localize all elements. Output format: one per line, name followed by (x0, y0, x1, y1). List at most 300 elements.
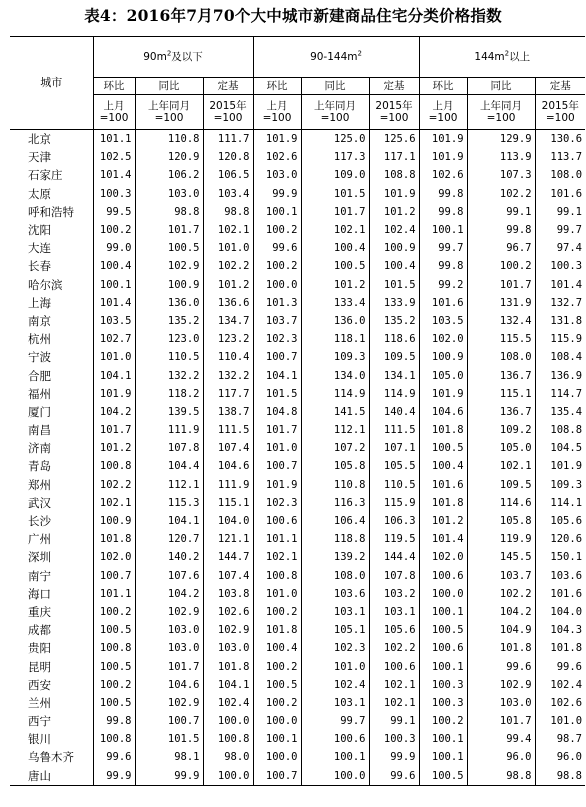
index-value: 102.9 (203, 621, 253, 639)
index-value: 101.1 (93, 585, 135, 603)
index-value: 100.8 (203, 730, 253, 748)
index-value: 100.2 (419, 712, 467, 730)
index-value: 140.4 (369, 403, 419, 421)
base-header-line: =100 (486, 112, 516, 124)
index-value: 100.8 (93, 457, 135, 475)
index-value: 100.3 (419, 676, 467, 694)
index-value: 101.8 (419, 494, 467, 512)
index-value: 133.9 (369, 294, 419, 312)
table-title: 表4：2016年7月70个大中城市新建商品住宅分类价格指数 (84, 6, 502, 25)
table-row (10, 657, 585, 675)
index-value: 123.0 (135, 330, 203, 348)
index-value: 99.8 (93, 712, 135, 730)
index-value: 104.1 (253, 366, 301, 384)
index-value: 99.6 (369, 767, 419, 786)
city-column-header: 城市 (10, 37, 93, 130)
city-name: 福州 (10, 385, 93, 403)
sub-header: 环比 (93, 78, 135, 95)
city-name: 大连 (10, 239, 93, 257)
index-value: 101.9 (253, 130, 301, 149)
index-value: 108.0 (550, 169, 583, 182)
index-value: 129.9 (467, 130, 535, 149)
city-name: 青岛 (10, 457, 93, 475)
index-value: 101.9 (369, 185, 419, 203)
index-value: 144.4 (369, 548, 419, 566)
index-value: 100.9 (419, 348, 467, 366)
index-value: 139.2 (301, 548, 369, 566)
table-row (10, 694, 585, 712)
index-value: 96.0 (467, 748, 535, 766)
index-value: 101.8 (203, 657, 253, 675)
table-row (10, 294, 585, 312)
index-value: 125.6 (369, 130, 419, 149)
city-name: 广州 (10, 530, 93, 548)
index-value: 104.1 (203, 676, 253, 694)
index-value: 134.1 (369, 366, 419, 384)
index-value: 110.4 (203, 348, 253, 366)
city-name: 唐山 (10, 767, 93, 786)
city-name: 贵阳 (10, 639, 93, 657)
index-value: 102.6 (203, 603, 253, 621)
index-value: 100.4 (301, 239, 369, 257)
index-value: 101.8 (93, 530, 135, 548)
index-value: 103.6 (550, 569, 583, 582)
index-value: 103.1 (301, 694, 369, 712)
index-value: 100.0 (203, 712, 253, 730)
index-value: 100.1 (93, 276, 135, 294)
index-value: 100.5 (135, 239, 203, 257)
index-value: 135.4 (550, 405, 583, 418)
index-value: 100.8 (93, 730, 135, 748)
table-row (10, 512, 585, 530)
index-value: 101.0 (301, 657, 369, 675)
index-value: 134.0 (301, 366, 369, 384)
index-value: 105.5 (369, 457, 419, 475)
sub-header: 同比 (135, 78, 203, 95)
index-value: 104.2 (135, 585, 203, 603)
index-value: 118.6 (369, 330, 419, 348)
index-value: 102.2 (467, 185, 535, 203)
index-value: 115.5 (467, 330, 535, 348)
index-value: 114.9 (369, 385, 419, 403)
index-value: 100.2 (253, 694, 301, 712)
index-value: 102.3 (253, 494, 301, 512)
table-row (10, 312, 585, 330)
city-name: 沈阳 (10, 221, 93, 239)
index-value: 119.5 (369, 530, 419, 548)
index-value: 114.1 (550, 496, 583, 509)
index-value: 103.5 (419, 312, 467, 330)
index-value: 103.0 (467, 694, 535, 712)
index-value: 109.3 (301, 348, 369, 366)
index-value: 107.8 (135, 439, 203, 457)
base-header (467, 95, 535, 130)
table-row (10, 421, 585, 439)
index-value: 115.3 (135, 494, 203, 512)
index-value: 101.7 (135, 221, 203, 239)
index-value: 104.2 (93, 403, 135, 421)
index-value: 99.4 (467, 730, 535, 748)
index-value: 109.0 (301, 166, 369, 184)
index-value: 101.6 (419, 294, 467, 312)
city-name: 海口 (10, 585, 93, 603)
index-value: 114.9 (301, 385, 369, 403)
index-value: 101.1 (93, 130, 135, 149)
index-value: 107.4 (203, 567, 253, 585)
index-value: 100.5 (253, 676, 301, 694)
index-value: 100.5 (93, 621, 135, 639)
index-value: 109.2 (467, 421, 535, 439)
index-value: 108.4 (550, 351, 583, 364)
index-value: 133.4 (301, 294, 369, 312)
index-value: 100.6 (369, 657, 419, 675)
index-value: 100.6 (419, 567, 467, 585)
index-value: 100.1 (419, 748, 467, 766)
base-header-line: =100 (545, 112, 575, 124)
index-value: 99.9 (369, 748, 419, 766)
index-value: 100.0 (301, 767, 369, 786)
index-value: 99.6 (93, 748, 135, 766)
index-value: 111.5 (203, 421, 253, 439)
index-value: 102.0 (419, 548, 467, 566)
index-value: 98.0 (203, 748, 253, 766)
city-name: 深圳 (10, 548, 93, 566)
city-name: 济南 (10, 439, 93, 457)
base-header-line: =100 (213, 112, 243, 124)
index-value: 100.1 (253, 203, 301, 221)
index-value: 132.4 (467, 312, 535, 330)
index-value: 101.2 (93, 439, 135, 457)
index-value: 115.1 (203, 494, 253, 512)
index-value: 104.4 (135, 457, 203, 475)
index-value: 117.7 (203, 385, 253, 403)
index-value: 102.1 (253, 548, 301, 566)
table-row (10, 548, 585, 566)
index-value: 101.4 (419, 530, 467, 548)
index-value: 101.0 (253, 585, 301, 603)
index-value: 102.2 (93, 476, 135, 494)
city-name: 天津 (10, 148, 93, 166)
table-row (10, 585, 585, 603)
index-value: 100.1 (301, 748, 369, 766)
index-value: 105.0 (467, 439, 535, 457)
index-value: 101.1 (253, 530, 301, 548)
index-value: 115.9 (369, 494, 419, 512)
index-value: 98.8 (535, 767, 585, 786)
index-value: 101.2 (369, 203, 419, 221)
city-name: 杭州 (10, 330, 93, 348)
index-value: 116.3 (301, 494, 369, 512)
index-value: 99.5 (93, 203, 135, 221)
index-value: 101.9 (419, 130, 467, 149)
index-value: 130.6 (550, 133, 583, 146)
city-name: 石家庄 (10, 166, 93, 184)
table-row (10, 403, 585, 421)
index-value: 100.2 (253, 603, 301, 621)
index-value: 103.0 (135, 185, 203, 203)
index-value: 100.5 (419, 439, 467, 457)
index-value: 103.0 (135, 639, 203, 657)
index-value: 100.5 (419, 767, 467, 786)
table-row (10, 166, 585, 184)
index-value: 102.1 (93, 494, 135, 512)
index-value: 104.5 (550, 442, 583, 455)
index-value: 102.1 (301, 221, 369, 239)
index-value: 99.9 (93, 767, 135, 786)
base-header-line: 2015年 (541, 100, 579, 112)
index-value: 100.6 (301, 730, 369, 748)
index-value: 103.5 (93, 312, 135, 330)
index-value: 110.8 (301, 476, 369, 494)
index-value: 104.1 (135, 512, 203, 530)
index-value: 100.3 (550, 260, 583, 273)
index-value: 100.1 (419, 730, 467, 748)
index-value: 102.3 (301, 639, 369, 657)
index-value: 100.4 (93, 257, 135, 275)
index-value: 104.6 (203, 457, 253, 475)
index-value: 107.8 (369, 567, 419, 585)
city-name: 长沙 (10, 512, 93, 530)
index-value: 105.8 (301, 457, 369, 475)
city-name: 成都 (10, 621, 93, 639)
city-name: 兰州 (10, 694, 93, 712)
index-value: 100.0 (253, 712, 301, 730)
index-value: 109.5 (467, 476, 535, 494)
index-value: 99.6 (556, 660, 583, 673)
index-value: 101.9 (253, 476, 301, 494)
index-value: 100.8 (93, 639, 135, 657)
index-value: 114.7 (550, 387, 583, 400)
index-value: 104.2 (467, 603, 535, 621)
base-header (253, 95, 301, 130)
city-name: 南昌 (10, 421, 93, 439)
index-value: 99.1 (369, 712, 419, 730)
index-value: 101.0 (93, 348, 135, 366)
index-value: 120.8 (203, 148, 253, 166)
index-value: 101.9 (550, 460, 583, 473)
index-value: 99.7 (419, 239, 467, 257)
index-value: 100.1 (419, 603, 467, 621)
city-name: 银川 (10, 730, 93, 748)
city-name: 上海 (10, 294, 93, 312)
index-value: 104.8 (253, 403, 301, 421)
index-value: 135.2 (135, 312, 203, 330)
index-value: 136.9 (550, 369, 583, 382)
index-value: 104.6 (135, 676, 203, 694)
index-value: 108.8 (369, 166, 419, 184)
index-value: 100.5 (301, 257, 369, 275)
table-row (10, 567, 585, 585)
index-value: 100.9 (135, 276, 203, 294)
index-value: 101.7 (253, 421, 301, 439)
table-row (10, 148, 585, 166)
index-value: 99.6 (253, 239, 301, 257)
city-name: 哈尔滨 (10, 276, 93, 294)
city-name: 南宁 (10, 567, 93, 585)
table-row (10, 767, 585, 786)
index-value: 100.5 (93, 657, 135, 675)
index-value: 102.9 (135, 257, 203, 275)
index-value: 101.6 (550, 587, 583, 600)
index-value: 136.7 (467, 403, 535, 421)
index-value: 99.8 (467, 221, 535, 239)
index-value: 106.5 (203, 166, 253, 184)
sub-header: 同比 (301, 78, 369, 95)
index-value: 101.0 (550, 715, 583, 728)
index-value: 100.1 (419, 657, 467, 675)
table-row (10, 239, 585, 257)
index-value: 102.1 (369, 694, 419, 712)
city-name: 郑州 (10, 476, 93, 494)
index-value: 101.2 (301, 276, 369, 294)
sub-header: 环比 (253, 78, 301, 95)
index-value: 99.9 (253, 185, 301, 203)
index-value: 101.5 (369, 276, 419, 294)
index-value: 114.6 (467, 494, 535, 512)
index-value: 102.4 (301, 676, 369, 694)
index-value: 99.2 (419, 276, 467, 294)
index-value: 102.3 (253, 330, 301, 348)
index-value: 110.5 (369, 476, 419, 494)
table-row (10, 639, 585, 657)
base-header-line: =100 (262, 112, 292, 124)
index-value: 101.5 (135, 730, 203, 748)
index-value: 105.0 (419, 366, 467, 384)
index-value: 105.6 (369, 621, 419, 639)
index-value: 132.2 (203, 366, 253, 384)
index-value: 100.9 (369, 239, 419, 257)
index-value: 115.1 (467, 385, 535, 403)
index-value: 101.8 (419, 421, 467, 439)
index-value: 112.1 (301, 421, 369, 439)
table-row (10, 330, 585, 348)
sub-header: 环比 (419, 78, 467, 95)
index-value: 102.6 (419, 166, 467, 184)
base-header-line: 上月 (266, 100, 288, 112)
table-row (10, 748, 585, 766)
index-value: 106.2 (135, 166, 203, 184)
index-value: 100.1 (419, 221, 467, 239)
index-value: 101.0 (203, 239, 253, 257)
index-value: 102.5 (93, 148, 135, 166)
index-value: 101.7 (467, 276, 535, 294)
index-value: 101.8 (550, 642, 583, 655)
index-value: 111.9 (135, 421, 203, 439)
index-value: 99.7 (556, 224, 583, 237)
base-header (301, 95, 369, 130)
base-header (135, 95, 203, 130)
index-value: 100.3 (419, 694, 467, 712)
index-value: 140.2 (135, 548, 203, 566)
index-value: 100.7 (253, 348, 301, 366)
index-value: 107.1 (369, 439, 419, 457)
index-value: 103.0 (203, 639, 253, 657)
base-header-line: =100 (99, 112, 129, 124)
table-row (10, 203, 585, 221)
city-name: 昆明 (10, 657, 93, 675)
index-value: 102.0 (419, 330, 467, 348)
index-value: 132.7 (550, 296, 583, 309)
table-row (10, 185, 585, 203)
index-value: 100.2 (93, 603, 135, 621)
index-value: 101.6 (550, 187, 583, 200)
base-header-line: =100 (428, 112, 458, 124)
index-value: 96.0 (556, 751, 583, 764)
city-name: 合肥 (10, 366, 93, 384)
index-value: 141.5 (301, 403, 369, 421)
index-value: 100.0 (253, 276, 301, 294)
base-header-line: 上年同月 (480, 100, 523, 112)
index-value: 138.7 (203, 403, 253, 421)
index-value: 100.8 (253, 567, 301, 585)
index-value: 101.4 (93, 294, 135, 312)
index-value: 103.6 (301, 585, 369, 603)
index-value: 136.0 (135, 294, 203, 312)
index-value: 101.4 (93, 166, 135, 184)
index-value: 102.4 (550, 678, 583, 691)
index-value: 98.8 (135, 203, 203, 221)
index-value: 132.2 (135, 366, 203, 384)
index-value: 101.6 (419, 476, 467, 494)
city-name: 呼和浩特 (10, 203, 93, 221)
sub-header: 定基 (203, 78, 253, 95)
index-value: 100.0 (253, 748, 301, 766)
index-value: 103.1 (301, 603, 369, 621)
index-value: 110.8 (135, 130, 203, 149)
index-value: 102.0 (93, 548, 135, 566)
sub-header: 定基 (369, 78, 419, 95)
index-value: 108.0 (467, 348, 535, 366)
index-value: 100.4 (369, 257, 419, 275)
index-value: 99.7 (301, 712, 369, 730)
table-row (10, 276, 585, 294)
index-value: 100.3 (369, 730, 419, 748)
index-value: 101.2 (203, 276, 253, 294)
index-value: 100.2 (253, 257, 301, 275)
index-value: 111.9 (203, 476, 253, 494)
index-value: 103.2 (369, 585, 419, 603)
table-row (10, 712, 585, 730)
index-value: 106.4 (301, 512, 369, 530)
index-value: 100.5 (419, 621, 467, 639)
index-value: 106.3 (369, 512, 419, 530)
base-header-line: 2015年 (209, 100, 247, 112)
index-value: 136.6 (203, 294, 253, 312)
table-row (10, 348, 585, 366)
index-value: 123.2 (203, 330, 253, 348)
index-value: 134.7 (203, 312, 253, 330)
base-header-line: =100 (320, 112, 350, 124)
index-value: 102.9 (467, 676, 535, 694)
index-value: 113.7 (550, 151, 583, 164)
index-value: 105.1 (301, 621, 369, 639)
city-name: 南京 (10, 312, 93, 330)
group-header-large: $144m^2$以上 (419, 37, 585, 78)
index-value: 101.5 (301, 185, 369, 203)
index-value: 150.1 (550, 551, 583, 564)
index-value: 113.9 (467, 148, 535, 166)
index-value: 111.5 (369, 421, 419, 439)
index-value: 101.7 (467, 712, 535, 730)
index-value: 103.1 (369, 603, 419, 621)
table-row (10, 439, 585, 457)
index-value: 104.3 (550, 624, 583, 637)
index-value: 100.0 (203, 767, 253, 786)
index-value: 100.5 (93, 694, 135, 712)
index-value: 118.2 (135, 385, 203, 403)
index-value: 101.3 (253, 294, 301, 312)
table-row (10, 385, 585, 403)
